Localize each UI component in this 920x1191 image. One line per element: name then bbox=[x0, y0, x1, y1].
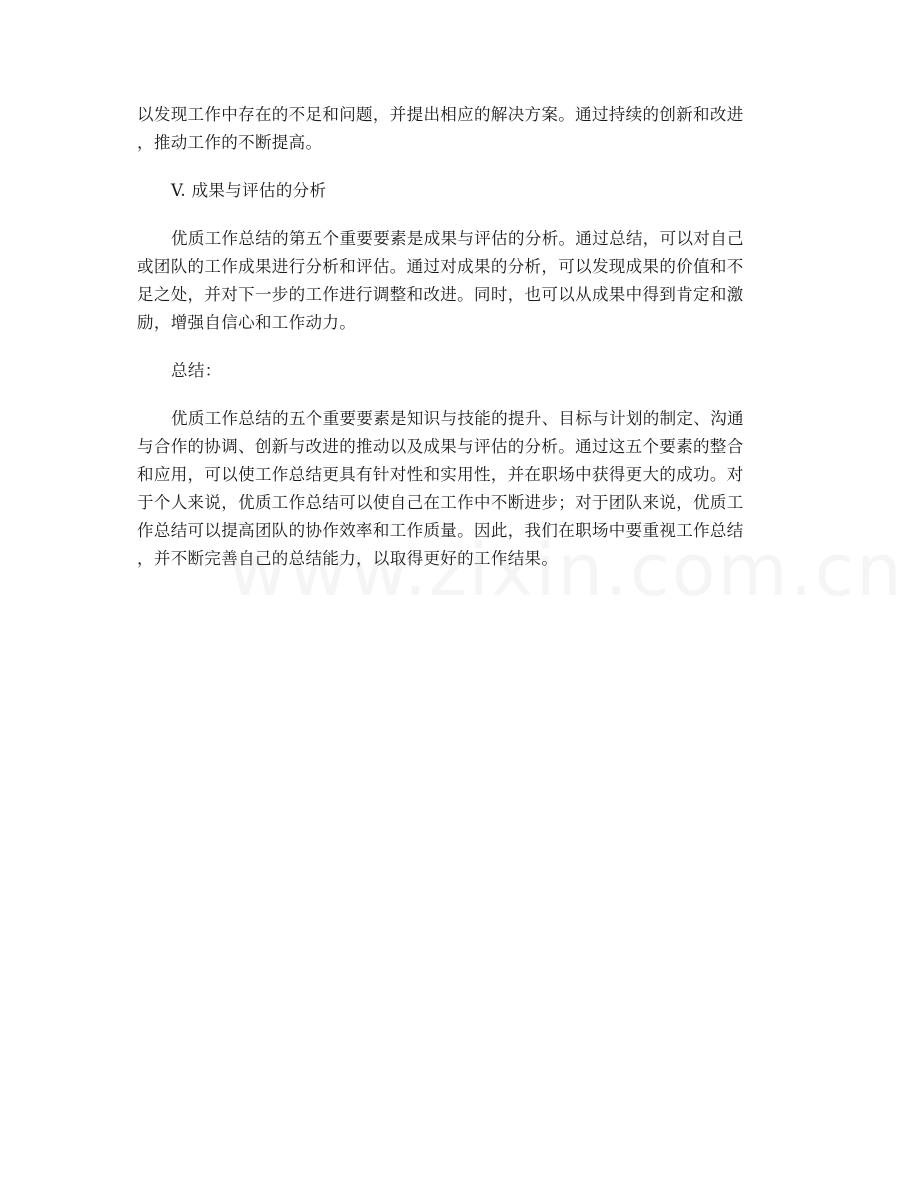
paragraph-continuation bbox=[137, 101, 785, 157]
paragraph-summary bbox=[137, 405, 785, 573]
text-line: 与合作的协调、创新与改进的推动以及成果与评估的分析。通过这五个要素的整合 bbox=[137, 437, 744, 456]
text-line: 优质工作总结的第五个重要要素是成果与评估的分析。通过总结，可以对自己 bbox=[171, 229, 744, 248]
text-line: 足之处，并对下一步的工作进行调整和改进。同时，也可以从成果中得到肯定和激 bbox=[137, 285, 744, 304]
text-line: 优质工作总结的五个重要要素是知识与技能的提升、目标与计划的制定、沟通 bbox=[171, 409, 744, 428]
section-heading: V. 成果与评估的分析 bbox=[171, 181, 327, 200]
text-line: ，并不断完善自己的总结能力，以取得更好的工作结果。 bbox=[137, 549, 559, 568]
text-line: 于个人来说，优质工作总结可以使自己在工作中不断进步；对于团队来说，优质工 bbox=[137, 493, 744, 512]
text-line: ，推动工作的不断提高。 bbox=[137, 133, 323, 152]
text-line: 和应用，可以使工作总结更具有针对性和实用性，并在职场中获得更大的成功。对 bbox=[137, 465, 744, 484]
text-line: 或团队的工作成果进行分析和评估。通过对成果的分析，可以发现成果的价值和不 bbox=[137, 257, 744, 276]
text-line: 励，增强自信心和工作动力。 bbox=[137, 313, 357, 332]
text-line: 以发现工作中存在的不足和问题，并提出相应的解决方案。通过持续的创新和改进 bbox=[137, 105, 744, 124]
text-line: 作总结可以提高团队的协作效率和工作质量。因此，我们在职场中要重视工作总结 bbox=[137, 521, 744, 540]
summary-heading: 总结： bbox=[171, 361, 222, 380]
paragraph-results-evaluation bbox=[137, 225, 785, 337]
document-page bbox=[137, 101, 785, 573]
